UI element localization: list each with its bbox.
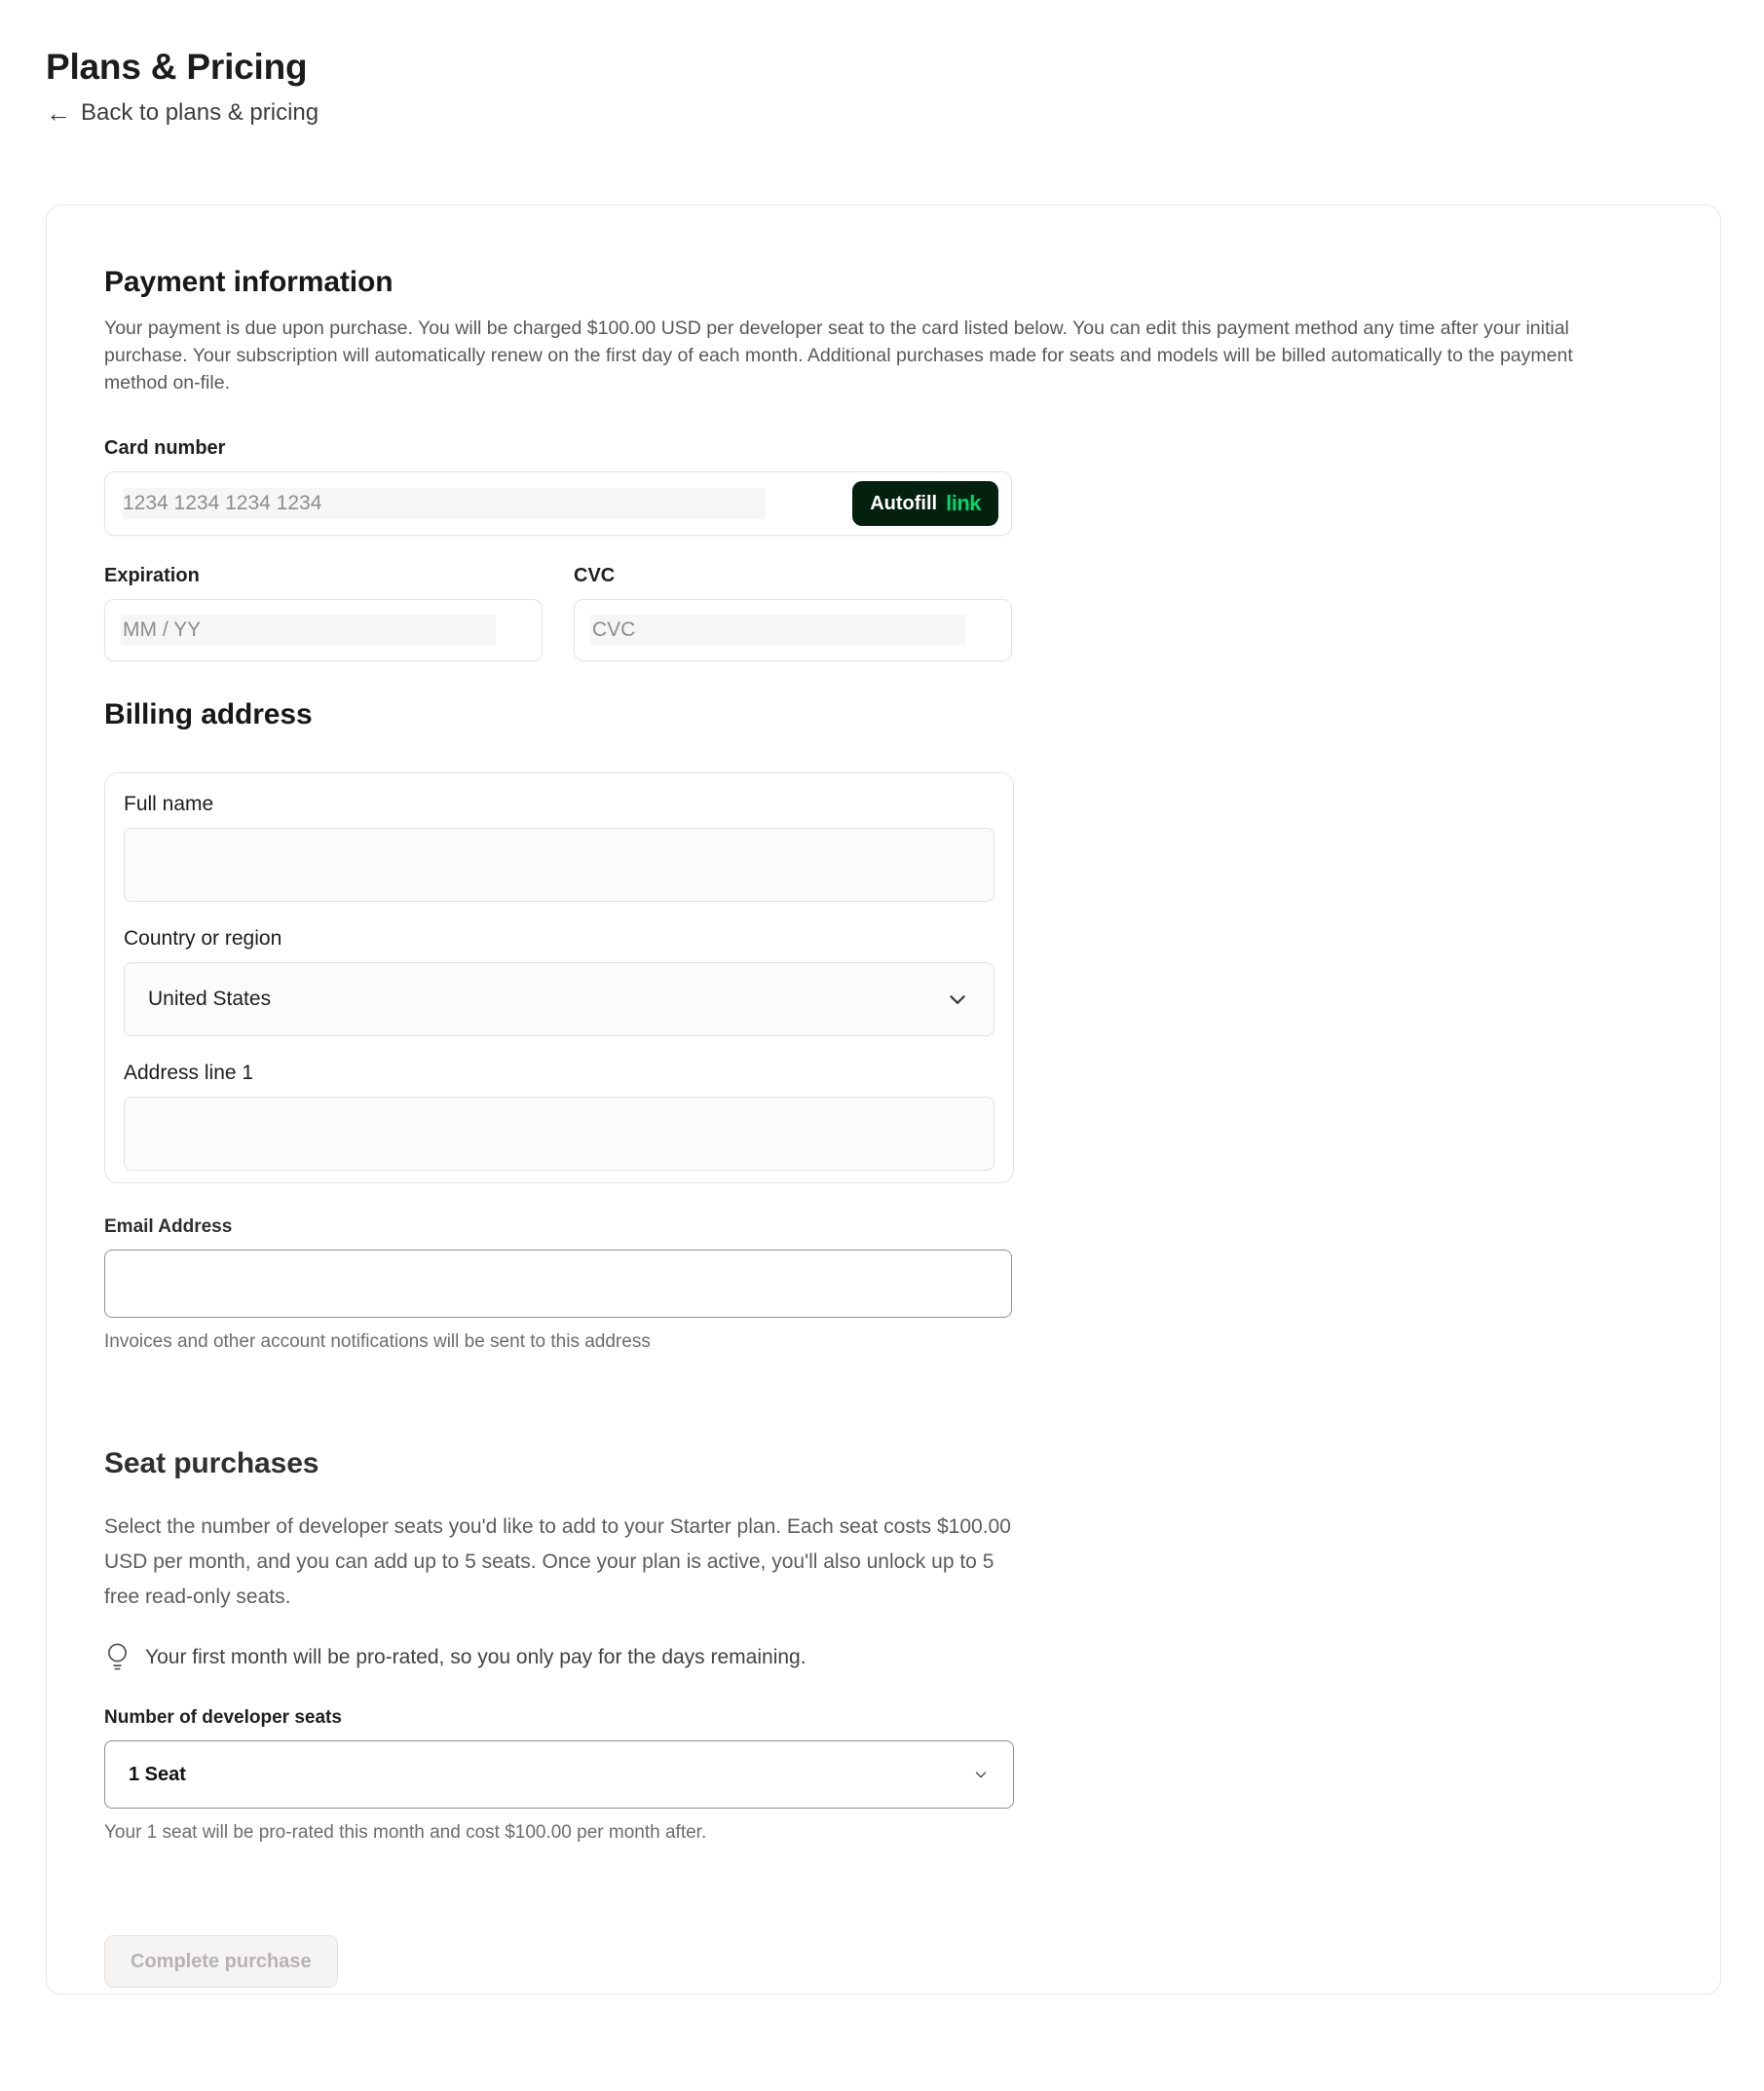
cvc-field-group xyxy=(574,565,1012,661)
email-field-group xyxy=(104,1216,1012,1353)
page-header xyxy=(46,47,319,127)
cvc-input[interactable] xyxy=(574,599,1012,661)
payment-description: Your payment is due upon purchase. You will be charged $100.00 USD per developer seat to the card listed below. You can edit this payment method any time after your initial purchase. Your subscription will automatically renew on the first day of each month. Additional purchases made for seats and models will be billed automatically to the payment method on-file. xyxy=(104,317,1573,393)
expiration-field-group xyxy=(104,565,543,661)
country-label: Country or region xyxy=(124,927,282,950)
back-link-label: Back to plans & pricing xyxy=(81,99,319,126)
cvc-label: CVC xyxy=(574,565,616,586)
payment-information-heading: Payment information xyxy=(104,266,394,298)
billing-address-heading: Billing address xyxy=(104,698,313,730)
seat-count-field-group xyxy=(104,1707,1012,1844)
card-number-box xyxy=(104,471,1012,536)
autofill-button[interactable] xyxy=(852,481,998,526)
lightbulb-icon xyxy=(104,1642,131,1672)
chevron-down-icon xyxy=(972,1766,990,1783)
card-number-field-group xyxy=(104,437,1012,536)
link-brand-logo: link xyxy=(946,491,981,515)
country-select-value: United States xyxy=(148,988,272,1010)
autofill-label: Autofill xyxy=(870,492,938,514)
prorate-tip xyxy=(104,1642,1012,1672)
full-name-field-group xyxy=(124,793,995,902)
full-name-label: Full name xyxy=(124,793,214,815)
country-select[interactable] xyxy=(124,962,995,1036)
card-number-label: Card number xyxy=(104,437,226,459)
expiration-label: Expiration xyxy=(104,565,200,586)
email-input[interactable] xyxy=(104,1250,1012,1318)
chevron-down-icon xyxy=(945,987,970,1012)
seat-count-select[interactable] xyxy=(104,1740,1014,1809)
address-line1-field-group xyxy=(124,1062,995,1171)
back-arrow-icon: ← xyxy=(46,98,71,128)
seat-purchases-heading: Seat purchases xyxy=(104,1447,319,1479)
expiration-input[interactable] xyxy=(104,599,543,661)
seat-count-helper-text: Your 1 seat will be pro-rated this month and cost $100.00 per month after. xyxy=(104,1822,707,1843)
billing-address-card xyxy=(104,772,1014,1183)
page-title: Plans & Pricing xyxy=(46,47,308,87)
complete-purchase-button[interactable]: Complete purchase xyxy=(104,1935,338,1988)
email-helper-text: Invoices and other account notifications will be sent to this address xyxy=(104,1331,651,1352)
address-line1-label: Address line 1 xyxy=(124,1062,254,1084)
country-field-group xyxy=(124,927,995,1036)
seat-count-label: Number of developer seats xyxy=(104,1707,342,1728)
email-label: Email Address xyxy=(104,1216,233,1237)
full-name-input[interactable] xyxy=(124,828,995,902)
prorate-tip-text: Your first month will be pro-rated, so you only pay for the days remaining. xyxy=(145,1645,807,1668)
back-link[interactable] xyxy=(46,99,319,127)
seat-purchases-description: Select the number of developer seats you'd like to add to your Starter plan. Each seat costs $100.00 USD per month, and you can add up to 5 seats. Once your plan is active, you'll also unlock up to 5 free read-only seats. xyxy=(104,1515,1011,1608)
seat-count-value: 1 Seat xyxy=(129,1763,186,1785)
checkout-card xyxy=(46,205,1721,1995)
address-line1-input[interactable] xyxy=(124,1097,995,1171)
